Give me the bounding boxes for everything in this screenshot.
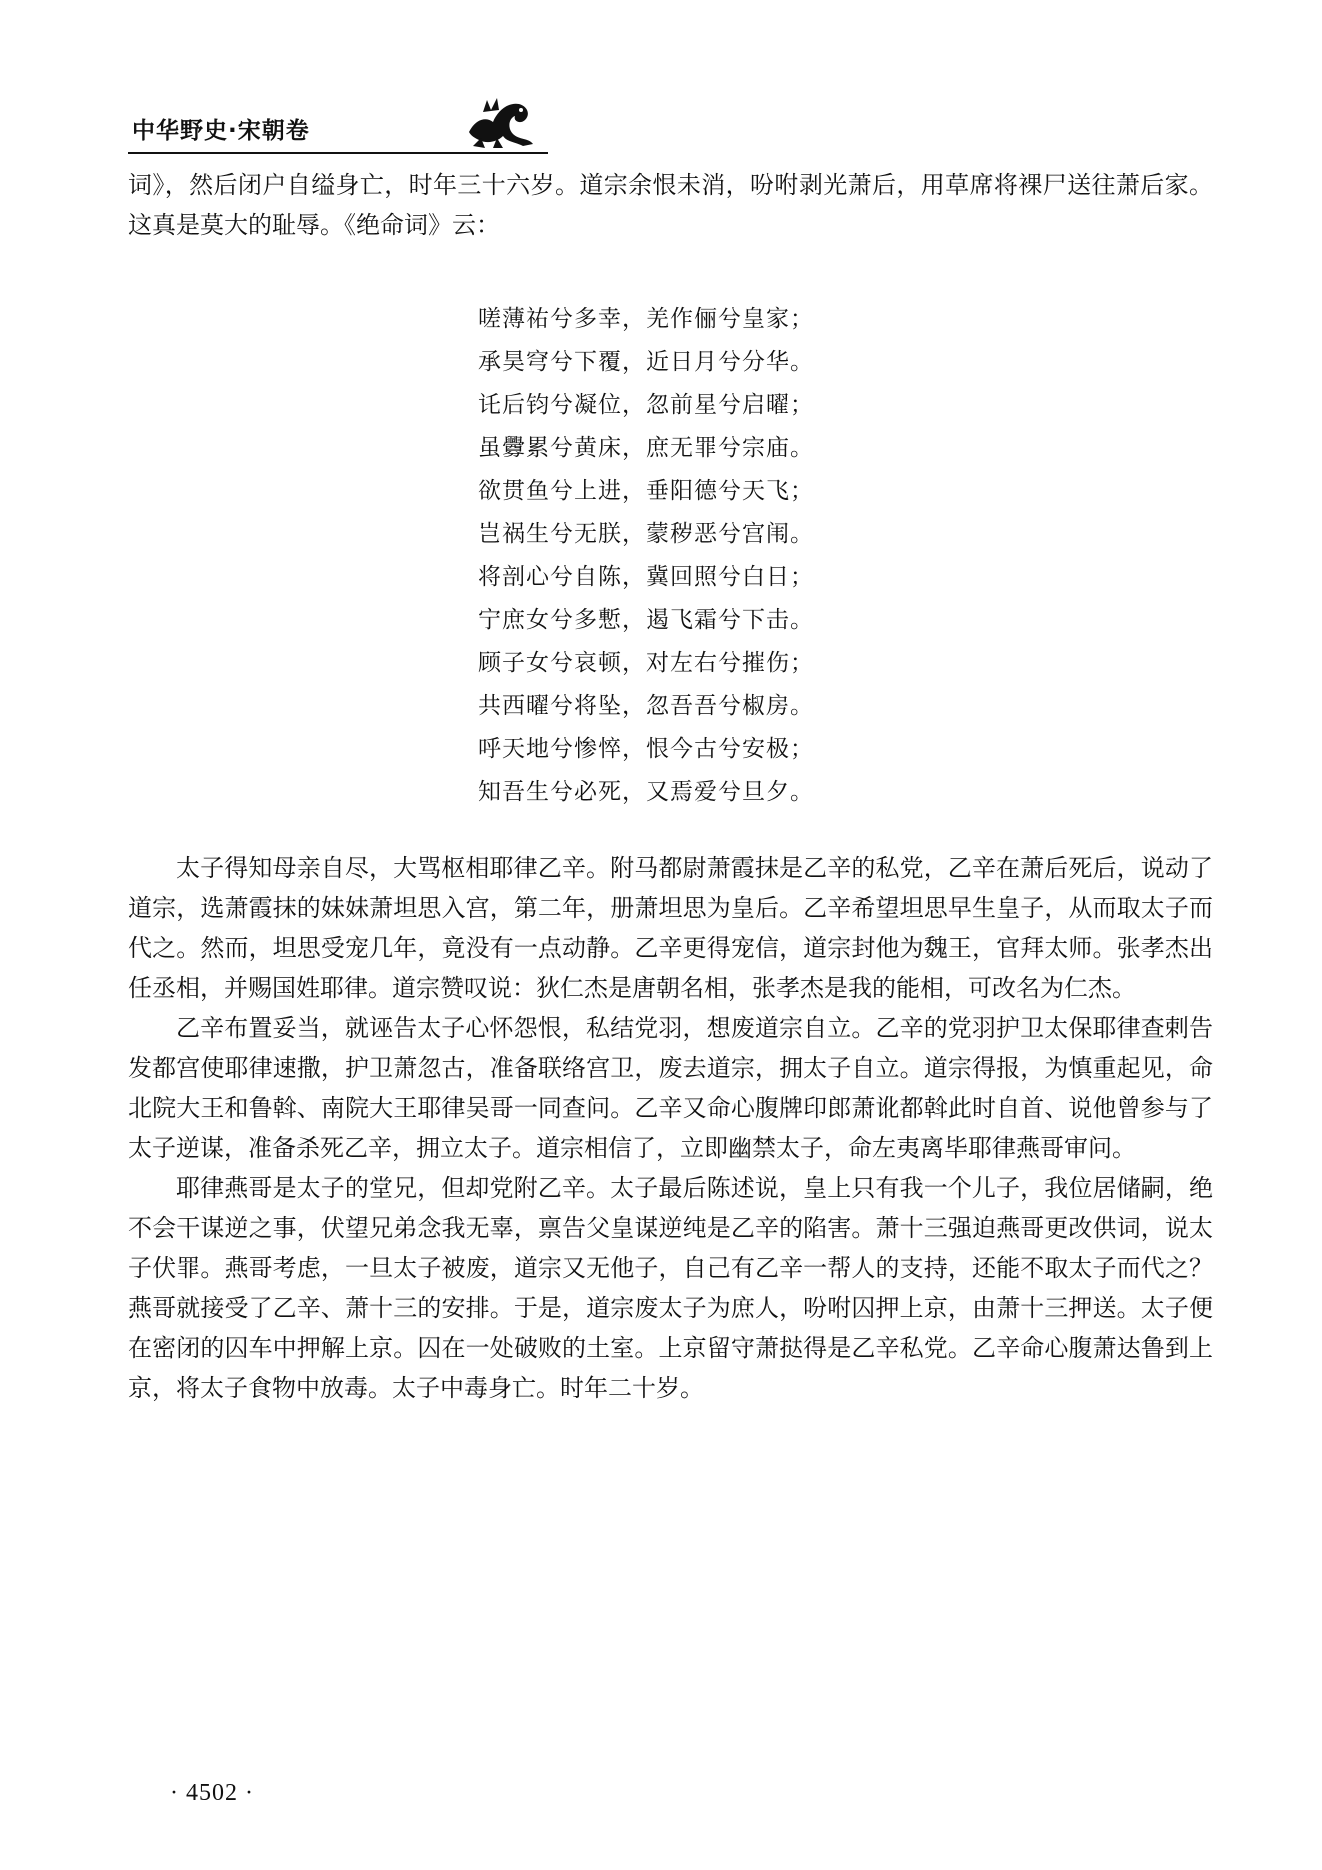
paragraph: 耶律燕哥是太子的堂兄，但却党附乙辛。太子最后陈述说，皇上只有我一个儿子，我位居储嗣，绝不会干谋逆之事，伏望兄弟念我无辜，禀告父皇谋逆纯是乙辛的陷害。萧十三强迫燕哥更改供词，说太子伏罪。燕哥考虑，一旦太子被废，道宗又无他子，自己有乙辛一帮人的支持，还能不取太子而代之？燕哥就接受了乙辛、萧十三的安排。于是，道宗废太子为庶人，吩咐囚押上京，由萧十三押送。太子便在密闭的囚车中押解上京。囚在一处破败的土室。上京留守萧挞得是乙辛私党。乙辛命心腹萧达鲁到上京，将太子食物中放毒。太子中毒身亡。时年二十岁。	[128, 1174, 1213, 1402]
poem-line: 承昊穹兮下覆，近日月兮分华。	[478, 349, 814, 375]
poem-line: 讬后钧兮凝位，忽前星兮启曜；	[478, 392, 814, 418]
poem-line: 岂祸生兮无朕，蒙秽恶兮宫闱。	[478, 521, 814, 547]
poem-line: 共西曜兮将坠，忽吾吾兮椒房。	[478, 693, 814, 719]
poem-line: 宁庶女兮多慙，遏飞霜兮下击。	[478, 607, 814, 633]
running-header	[128, 104, 548, 150]
dragon-logo-icon	[463, 92, 537, 150]
poem-line: 嗟薄祐兮多幸，羌作俪兮皇家；	[478, 306, 814, 332]
poem-line: 知吾生兮必死，又焉爱兮旦夕。	[478, 779, 814, 805]
intro-paragraph: 词》，然后闭户自缢身亡，时年三十六岁。道宗余恨未消，吩咐剥光萧后，用草席将裸尸送往萧后家。这真是莫大的耻辱。《绝命词》云：	[128, 171, 1213, 239]
paragraph: 太子得知母亲自尽，大骂枢相耶律乙辛。附马都尉萧霞抹是乙辛的私党，乙辛在萧后死后，说动了道宗，选萧霞抹的妹妹萧坦思入宫，第二年，册萧坦思为皇后。乙辛希望坦思早生皇子，从而取太子而代之。然而，坦思受宠几年，竟没有一点动静。乙辛更得宠信，道宗封他为魏王，官拜太师。张孝杰出任丞相，并赐国姓耶律。道宗赞叹说：狄仁杰是唐朝名相，张孝杰是我的能相，可改名为仁杰。	[128, 854, 1213, 1002]
intro-text	[128, 165, 1213, 245]
main-text	[128, 848, 1213, 1408]
poem-line: 将剖心兮自陈，冀回照兮白日；	[478, 564, 814, 590]
header-rule	[128, 152, 548, 154]
page-number: · 4502 ·	[170, 1780, 254, 1806]
poem-line: 欲贯鱼兮上进，垂阳德兮天飞；	[478, 478, 814, 504]
header-title: 中华野史·宋朝卷	[132, 118, 310, 144]
poem-line: 虽釁累兮黄床，庶无罪兮宗庙。	[478, 435, 814, 461]
poem-block	[478, 298, 814, 814]
poem-line: 顾子女兮哀顿，对左右兮摧伤；	[478, 650, 814, 676]
poem-line: 呼天地兮惨悴，恨今古兮安极；	[478, 736, 814, 762]
paragraph: 乙辛布置妥当，就诬告太子心怀怨恨，私结党羽，想废道宗自立。乙辛的党羽护卫太保耶律查剌告发都宫使耶律速撒，护卫萧忽古，准备联络宫卫，废去道宗，拥太子自立。道宗得报，为慎重起见，命北院大王和鲁斡、南院大王耶律吴哥一同查问。乙辛又命心腹牌印郎萧讹都斡此时自首、说他曾参与了太子逆谋，准备杀死乙辛，拥立太子。道宗相信了，立即幽禁太子，命左夷离毕耶律燕哥审问。	[128, 1014, 1213, 1162]
